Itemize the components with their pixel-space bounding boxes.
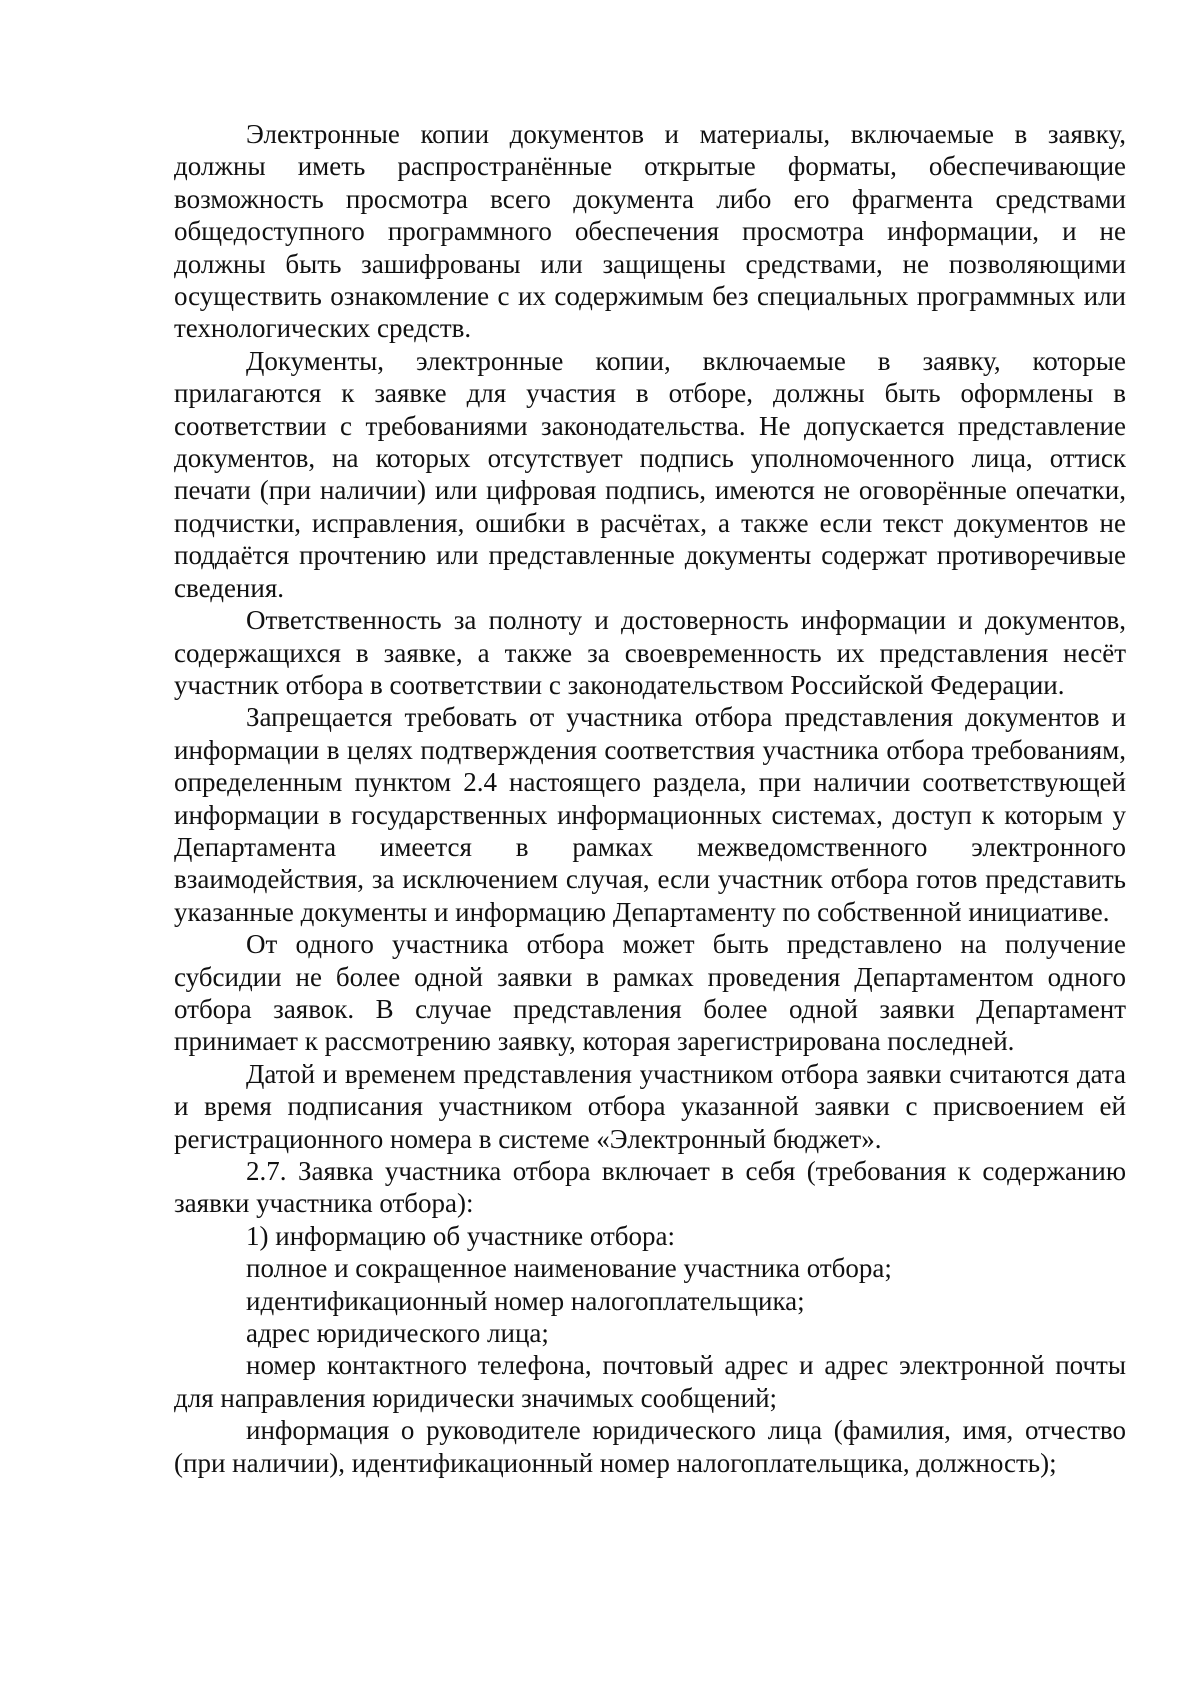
document-body — [174, 118, 1126, 1479]
list-item-participant-info: 1) информацию об участнике отбора: — [246, 1220, 676, 1251]
paragraph-electronic-copies: Электронные копии документов и материалы, включаемые в заявку, должны иметь распространённые открытые форматы, обеспечивающие возможность просмотра всего документа либо его фрагмента средствами общедоступного программного обеспечения просмотра информации, и не должны быть зашифрованы или защищены средствами, не позволяющими осуществить ознакомление с их содержимым без специальных программных или технологических средств. — [174, 119, 1126, 344]
list-item-name: полное и сокращенное наименование участника отбора; — [246, 1253, 892, 1284]
list-item-legal-address: адрес юридического лица; — [246, 1318, 549, 1349]
list-item-contacts: номер контактного телефона, почтовый адрес и адрес электронной почты для направления юридически значимых сообщений; — [174, 1350, 1126, 1413]
list-item-director-info: информация о руководителе юридического лица (фамилия, имя, отчество (при наличии), идентификационный номер налогоплательщика, должность); — [174, 1415, 1126, 1478]
paragraph-document-requirements: Документы, электронные копии, включаемые в заявку, которые прилагаются к заявке для участия в отборе, должны быть оформлены в соответствии с требованиями законодательства. Не допускается представление документов, на которых отсутствует подпись уполномоченного лица, оттиск печати (при наличии) или цифровая подпись, имеются не оговорённые опечатки, подчистки, исправления, ошибки в расчётах, а также если текст документов не поддаётся прочтению или представленные документы содержат противоречивые сведения. — [174, 345, 1126, 603]
list-item-inn: идентификационный номер налогоплательщика; — [246, 1285, 805, 1316]
paragraph-section-2-7: 2.7. Заявка участника отбора включает в себя (требования к содержанию заявки участника отбора): — [174, 1156, 1126, 1219]
paragraph-prohibition: Запрещается требовать от участника отбора представления документов и информации в целях подтверждения соответствия участника отбора требованиям, определенным пунктом 2.4 настоящего раздела, при наличии соответствующей информации в государственных информационных системах, доступ к которым у Департамента имеется в рамках межведомственного электронного взаимодействия, за исключением случая, если участник отбора готов представить указанные документы и информацию Департаменту по собственной инициативе. — [174, 702, 1126, 927]
paragraph-single-application: От одного участника отбора может быть представлено на получение субсидии не более одной заявки в рамках проведения Департаментом одного отбора заявок. В случае представления более одной заявки Департамент принимает к рассмотрению заявку, которая зарегистрирована последней. — [174, 929, 1126, 1057]
paragraph-submission-date: Датой и временем представления участником отбора заявки считаются дата и время подписания участником отбора указанной заявки с присвоением ей регистрационного номера в системе «Электронный бюджет». — [174, 1058, 1126, 1154]
paragraph-responsibility: Ответственность за полноту и достоверность информации и документов, содержащихся в заявке, а также за своевременность их представления несёт участник отбора в соответствии с законодательством Российской Федерации. — [174, 605, 1126, 700]
